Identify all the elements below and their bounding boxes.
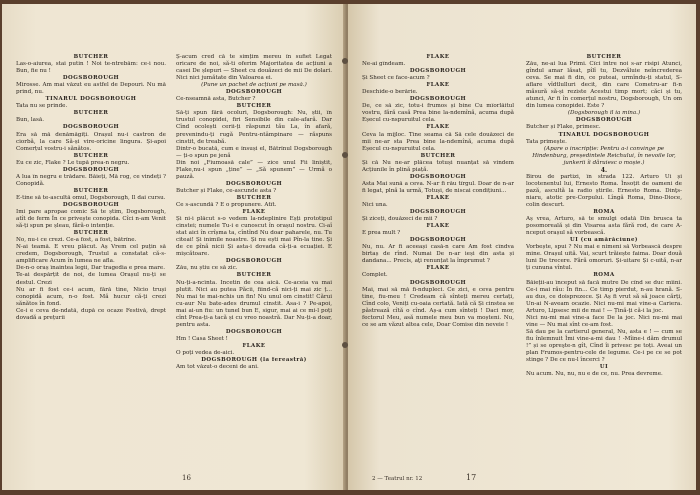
dialogue-text: Nu-ți-a-ncînta. Încetin de cea aică. Ce-aceia va mai plutit. Nici au putea Păcii, fiind-că nici-ți mai zic ț... Nu mai te mai-nchis un fin! Nu unul om cinstit! Cărui cu-aur Nu bate-ades drumul cinstit. Asa-i ? Pe-apoi, mai ai-un fiu: un tunel bun E, sigur, mai ai ce mi-l poți cînt Prea-ți-a tacă și cu vreo noastră. Dar Nu-ți-a doar, pentru asta. <box>176 279 332 328</box>
speaker-name: FLAKE <box>426 54 450 60</box>
speaker-name: DOGSBOROUGH <box>409 96 467 103</box>
speaker-name: DOGSBOROUGH <box>575 117 633 124</box>
speaker-name: TÎNĂRUL DOGSBOROUGH <box>45 96 137 103</box>
speaker-name: UI (cu amărăciune) <box>570 237 638 244</box>
dialogue-text: Băieții-au început să facă mutre De cînd se duc mîini. Ce-i mai rău: În fin... Ce timp pierdut, n-au hrană. S-au dus, ce doisprezece. Și Aș fi vrut să să joace cărți, Un-ai N-aveam ocazie. Nici nu-mi mai vine-a Cariera. Arturo, Lipsesc mii de mai ! — Țină-ți că-i la joc. <box>526 279 682 314</box>
dialogue-text: Era să mă denămăgiți. Orașul nu-i castron de ciorbă, la care Să-și vire-oricine lingura. Și-apoi Comerțul vostru-i sănătos. <box>16 131 166 152</box>
dialogue-text: De, ce să zic, totu-i frumos și bine Cu mîorlăitul vostru, fără casă Prea bine la-ndemînă, acuma după Eșecul cu-nspuruitul cela. <box>362 103 514 124</box>
dialogue-text: Birou de partizi, în strada 122. Arturo Ui și locotenentul lui, Ernesto Roma. Însoțit de oameni de pază, ascultă la radio știrile. Ernesto Roma. Dinţs-niaru, atotic pre-Corpului. Lîngă Roma, Dino-Dioce, colin descurt. <box>526 173 682 208</box>
scene-number: 4. <box>600 166 608 174</box>
speaker-name: FLAKE <box>426 124 450 131</box>
speaker-name: FLAKE <box>242 342 266 349</box>
dialogue-text: Am tot văzut-o deceni de ani. <box>176 364 259 371</box>
speaker-name: BUTCHER <box>236 103 272 110</box>
dialogue-text: De-n-o oraș înaintea legii, Dar tragedia e prea mare. <box>16 265 166 272</box>
stage-direction: (Pune un pachet de acțiuni pe masă.) <box>201 82 307 89</box>
dialogue-text: E prea mult ? <box>362 230 401 237</box>
dialogue-text: N-ai teamă. E vreu plăcut. Aș Vrem cel puțin să credem, Dogsborough, Trustul a constatat că-s-amplificare Acum în lumea ne afla. <box>16 244 166 265</box>
speaker-name: BUTCHER <box>420 152 456 159</box>
speaker-name: DOGSBOROUGH <box>409 279 467 286</box>
speaker-name: FLAKE <box>426 194 450 201</box>
dialogue-text: E-tine să te-ascultă omul, Dogsborough, Îl dai cursu. <box>16 194 166 201</box>
dialogue-text: Nici una. <box>362 201 388 208</box>
dialogue-text: Deschide-o berărie. <box>362 89 418 96</box>
speaker-name: DOGSBOROUGH <box>62 166 120 173</box>
left-page-column-2 <box>176 54 332 371</box>
speaker-name: BUTCHER <box>236 272 272 279</box>
speaker-name: BUTCHER <box>73 230 109 237</box>
dialogue-text: Ce-i e ceva de-ndată, după ce ocaze Festivă, drept dovadă a prețurii <box>16 307 166 321</box>
stage-direction: (Apare o inscripție: Pentru a-i convinge pe Hindenburg, președintele Reichului, în nevoile lor, junkerii îi dăruiesc o moșie.) <box>532 145 676 166</box>
speaker-name: DOGSBOROUGH <box>225 180 283 187</box>
speaker-name: BUTCHER <box>73 54 109 60</box>
speaker-name: FLAKE <box>426 265 450 272</box>
dialogue-text: A lua în negru e trădare. Băieți, Mă rog, ce vindeți ? Conopidă. <box>16 173 166 187</box>
dialogue-text: Dintr-o bucată, cum e însuși el, Bătrînul Dogsborough — ți-o spun pe jenă <box>176 145 332 159</box>
dialogue-text: Zău, nu știu ce să zic. <box>176 265 238 272</box>
dialogue-text: Și ziceți, douăzeci de mii ? <box>362 216 438 223</box>
speaker-name: FLAKE <box>426 223 450 230</box>
speaker-name: FLAKE <box>426 82 450 89</box>
dialogue-text: Ș-acum cred că te simțim mereu în sufiet Legat oricare de noi, să-ti oferim Majoritatea de acțiuni a casei De șlepuri — Sheet cu douăzeci de mii De dolari. Nici nici jumătate din Valoarea ei. <box>176 54 332 82</box>
dialogue-text: Să-ți spun fără ocoluri, Dogsborough: Nu, știi, în trustul conopidei, firi Sensibile din cale-afară. Dar Cînd ocolești cerii-ți răspunzi tău La, în afară, prevenindu-ți rugă Pentru-ntâmpinare — răspuns cinstit, de treabă. <box>176 110 332 145</box>
dialogue-text: Hm ! Casa Sheet ! <box>176 335 228 342</box>
dialogue-text: Și ni-i plăcut s-o vedem la-ndeplinire Eșți prototipul cinstei; numele Tu-i e cunoscut în orașul nostru. Ci-aî stat aici în crîșma ta, cîntînd Nu doar paharele, nu. Tu citeai! Și inimile noastre. Și nu ești mai Pîn-la tine. Și de ce pînă nicii Și asta-i dovada că-ți-a ecuației. E mișcătoare. <box>176 216 332 258</box>
dialogue-text: Ce s-ascundă ? E o propunere. Atît. <box>176 201 277 208</box>
speaker-name: FLAKE <box>242 209 266 216</box>
dialogue-text: Butcher și Flake, ce-ascunde asta ? <box>176 187 277 194</box>
dialogue-text: Nu, nu. Ar fi aceeași casă-n care Am fost cîndva birtaș de rînd. Numai De n-ar ieși din asta și dandana... Precis, aţi renunțat la împrumut ? <box>362 244 514 265</box>
dialogue-text: Tata primește. <box>526 138 567 145</box>
dialogue-text: Ceva la mijloc. Tine seama că Să cele douăzeci de mii ne-ar sta Prea bine la-ndemînă, acuma după Eșecul cu-nspuruitul cela. <box>362 131 514 152</box>
left-page-column-1 <box>16 54 166 322</box>
speaker-name: BUTCHER <box>73 152 109 159</box>
dialogue-text: Te-ai despărțit de noi, de lumea Orașul nu-ți se destul. Crezi <box>16 272 166 286</box>
speaker-name: BUTCHER <box>586 54 622 60</box>
speaker-name: DOGSBOROUGH <box>62 201 120 208</box>
speaker-name: DOGSBOROUGH <box>409 173 467 180</box>
dialogue-text: Și că Nu ne-ar plăcea totuși nuanțat să vindem Acțiunile în plină piață. <box>362 159 514 173</box>
dialogue-text: Nu acum. Nu, nu, nu e de ce, nu. Prea devreme. <box>526 371 663 378</box>
speaker-name: DOGSBOROUGH <box>225 328 283 335</box>
speaker-name: DOGSBOROUGH <box>62 124 120 131</box>
speaker-name: BUTCHER <box>73 187 109 194</box>
speaker-name: DOGSBOROUGH <box>62 75 120 82</box>
dialogue-text: Mai, mai să mă fi-ndupleci. Ce zici, e ceva pentru tine, fiu-meu ! Credeam că sînteți mereu certați, Cînd colo, Veniți cu-oaia certată. Iată că Și cinstea se păstrează cîtă o cînd. Aș-a cum sînteți ! Daci mor, fectorul Meu, asă numele meu bun va moșteni. Nu, ce se am văzut altea cele, Doar Comise din neveie ! <box>362 286 514 328</box>
left-page-number: 16 <box>182 474 191 482</box>
speaker-name: DOGSBOROUGH (la fereastră) <box>201 357 307 364</box>
dialogue-text: Din noi „Fiumoasă cale” — zice unul Fii liniștit, Flake,nu-i spun „ține” — „Să spunem” — Urmă o pauză. <box>176 159 332 180</box>
dialogue-text: Aș vrea, Arturo, să te smulgi odată Din brusca ta posomoreală și din Visarea asta fără rod, de care A-nceput orașul să vorbească. <box>526 216 682 237</box>
dialogue-text: Bun, lasă. <box>16 117 44 124</box>
speaker-name: DOGSBOROUGH <box>409 209 467 216</box>
speaker-name: DOGSBOROUGH <box>225 89 283 96</box>
dialogue-text: Îmi pare apropae comic Să te știm, Dogsborough, atît de ferm În ce privește conopida. Cîci n-am Venit să-ți spun pe șleau, fără-o intenție. <box>16 209 166 230</box>
dialogue-text: Nu ar fi fost ce-i acum, fără tine, Nicio truși conopidă acum, n-o fost. Mă hucur că-ți crezi sănătos în fond. <box>16 286 166 307</box>
dialogue-text: No, nu-i ce crezi. Ce-a fost, a fost, bătrîne. <box>16 237 137 244</box>
dialogue-text: O poți vedea de-aici. <box>176 349 235 356</box>
speaker-name: DOGSBOROUGH <box>409 237 467 244</box>
dialogue-text: Ce-nseamnă asta, Butcher ? <box>176 96 256 103</box>
dialogue-text: Nici nu-mi mai vine-a face De la joc. Nici nu-mi mai vine — Nu mai sînt ce-am fost. <box>526 314 682 328</box>
left-page <box>2 4 346 490</box>
speaker-name: DOGSBOROUGH <box>225 258 283 265</box>
dialogue-text: Butcher și Flake, primesc. <box>526 124 601 131</box>
right-page-number: 17 <box>466 473 477 482</box>
speaker-name: TÎNĂRUL DOGSBOROUGH <box>558 131 650 138</box>
speaker-name: UI <box>599 364 609 371</box>
dialogue-text: Mirosse. Am mai văzut eu astfel de Depouri. Nu mă prind, nu. <box>16 82 166 96</box>
right-page <box>348 4 696 490</box>
dialogue-text: Și Sheet ce face-acum ? <box>362 75 430 82</box>
stage-direction: (Dogsborough îl ia mîna.) <box>567 110 641 117</box>
dialogue-text: Complet. <box>362 272 388 279</box>
dialogue-text: Zău, ne-ai lua Primi. Cîci între noi s-ar risipi Atunci, gîndul amar lăsat, pîlî tu, Dezvăluie neîncrederea ceva. Se mai fi din, ce puteai, urmîndu-ți statul, S-aflare vîdtlulluri decit, din care Cometru-ar fi-n măsură să-și reziste Acestui timp mort; căci și tu, atunci, Ar fi în comerțul nostru, Dogsborough, Un om din lumea conopidei. Este ? <box>526 61 682 110</box>
speaker-name: ROMA <box>593 272 615 279</box>
dialogue-text: Să dau pe la cartierul general, Nu, asta e ! — cum se fiu înlemnuit Îmi vine-a-mi dau ! -Mîine-i dăm drumul !” și se opreşte-n gît, Cînd îi privesc pe toți. Aveai un plan Frumos-pentru-cele de legume. Ce-i pe ce se pot stinge ? De ce nu-l încerci ? <box>526 328 682 364</box>
dialogue-text: Asta Mai sună a ceva. N-ar fi rău tîrgul. Doar de n-ar fi legat, plnă la urmă, Totuși, de niscai condițiuni... <box>362 180 514 194</box>
right-page-column-2 <box>526 54 682 378</box>
dialogue-text: Las-o-aiurea, stai putin ! Noi te-ntrebăm: ce-i nou. Bun, fie nu ! <box>16 61 166 75</box>
right-page-footer: 2 — Teatrul nr. 12 <box>372 476 423 482</box>
dialogue-text: Tata nu se prinde. <box>16 103 68 110</box>
speaker-name: BUTCHER <box>236 194 272 201</box>
speaker-name: BUTCHER <box>73 110 109 117</box>
speaker-name: ROMA <box>593 209 615 216</box>
dialogue-text: Ne-ai gîndeam. <box>362 61 406 68</box>
dialogue-text: Eu ce zic, Flake ? Le tupă prea-n negru. <box>16 159 130 166</box>
dialogue-text: Vorbește, spui ? Nu mai e nimeni să Vorbească despre mine. Orașul uită. Vai, scurt trăiește faima. Doar două luni De trecere. Fără omoruri. Și-uitare Și c-uită, n-ar ți cununa vîntul. <box>526 244 682 272</box>
right-page-column-1 <box>362 54 514 329</box>
speaker-name: DOGSBOROUGH <box>409 68 467 75</box>
